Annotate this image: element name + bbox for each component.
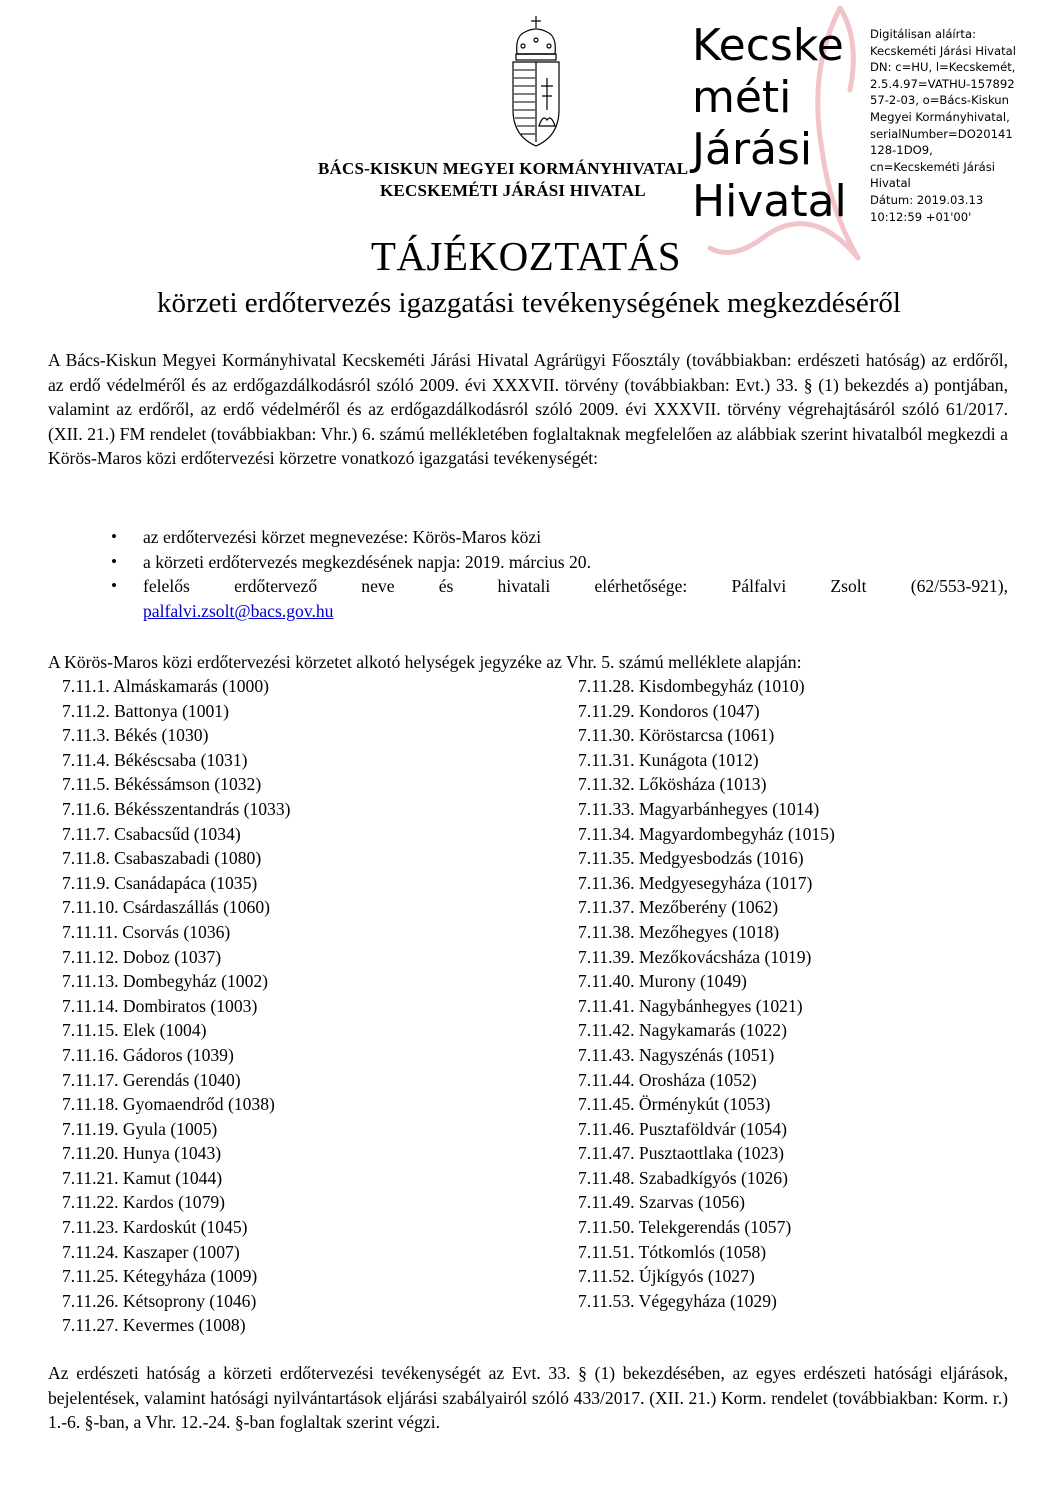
list-item: 7.11.30. Köröstarcsa (1061) [578,725,775,746]
list-item: 7.11.48. Szabadkígyós (1026) [578,1167,788,1188]
list-item: 7.11.1. Almáskamarás (1000) [62,676,270,696]
list-item: 7.11.41. Nagybánhegyes (1021) [578,995,803,1016]
signature-detail-line: Megyei Kormányhivatal, [870,109,1010,124]
list-item: 7.11.38. Mezőhegyes (1018) [578,921,780,942]
signature-detail-line: Digitálisan aláírta: [870,27,976,41]
bullet-text: az erdőtervezési körzet megnevezése: Körös-Maros közi [143,527,542,547]
localities-right-column [578,674,835,1313]
signature-name-line: Hivatal [692,176,847,227]
signature-detail-line: serialNumber=DO20141 [870,126,1013,141]
list-item: 7.11.27. Kevermes (1008) [62,1315,246,1336]
list-item: 7.11.46. Pusztaföldvár (1054) [578,1118,787,1139]
bullet-dot-icon: • [111,576,117,596]
list-item: 7.11.7. Csabacsűd (1034) [62,823,241,844]
signature-detail-line: cn=Kecskeméti Járási [870,159,995,174]
list-item: 7.11.12. Doboz (1037) [62,946,222,967]
list-item: 7.11.2. Battonya (1001) [62,700,229,721]
list-item: 7.11.16. Gádoros (1039) [62,1044,234,1065]
list-item: 7.11.10. Csárdaszállás (1060) [62,897,270,918]
list-item: 7.11.18. Gyomaendrőd (1038) [62,1094,275,1115]
list-item: 7.11.23. Kardoskút (1045) [62,1217,248,1238]
list-item: 7.11.21. Kamut (1044) [62,1167,223,1188]
list-item: 7.11.53. Végegyháza (1029) [578,1290,777,1311]
list-item: 7.11.25. Kétegyháza (1009) [62,1266,258,1287]
signature-detail-line: DN: c=HU, l=Kecskemét, [870,60,1016,75]
list-item: 7.11.37. Mezőberény (1062) [578,897,779,918]
list-item: 7.11.22. Kardos (1079) [62,1192,226,1213]
bullet-dot-icon: • [111,551,117,571]
list-item: 7.11.26. Kétsoprony (1046) [62,1290,257,1311]
list-item: 7.11.19. Gyula (1005) [62,1118,218,1139]
list-item: 7.11.51. Tótkomlós (1058) [578,1241,767,1262]
signature-name-line: Járási [692,124,813,175]
info-bullet-list [48,525,1008,623]
list-item: 7.11.24. Kaszaper (1007) [62,1241,240,1262]
list-item: 7.11.9. Csanádapáca (1035) [62,872,258,893]
list-item: 7.11.13. Dombegyház (1002) [62,971,269,992]
signature-detail-line: Kecskeméti Járási Hivatal [870,43,1017,58]
list-item: 7.11.49. Szarvas (1056) [578,1192,745,1213]
list-intro: A Körös-Maros közi erdőtervezési körzetet alkotó helységek jegyzéke az Vhr. 5. számú melléklete alapján: [48,652,802,672]
list-item: 7.11.14. Dombiratos (1003) [62,995,258,1016]
bullet-item [48,550,1008,575]
bullet-item [48,574,1008,623]
list-item: 7.11.36. Medgyesegyháza (1017) [578,872,813,893]
signature-name-line: méti [692,72,792,123]
list-item: 7.11.33. Magyarbánhegyes (1014) [578,798,820,819]
list-item: 7.11.47. Pusztaottlaka (1023) [578,1143,785,1164]
signature-name-line: Kecske [692,20,844,71]
list-item: 7.11.20. Hunya (1043) [62,1143,222,1164]
list-item: 7.11.52. Újkígyós (1027) [578,1266,755,1287]
closing-paragraph: Az erdészeti hatóság a körzeti erdőtervezési tevékenységét az Evt. 33. § (1) bekezdésében, az egyes erdészeti hatósági eljárások, bejelentések, valamint hatósági nyilvántartások eljárási szabályairól szóló 433/2017. (XII. 21.) Korm. rendelet (továbbiakban: Korm. r.) 1.-6. §-ban, a Vhr. 12.-24. §-ban foglaltak szerint végzi. [48,1363,1008,1433]
list-item: 7.11.31. Kunágota (1012) [578,749,759,770]
localities-left-column [62,674,291,1338]
intro-paragraph: A Bács-Kiskun Megyei Kormányhivatal Kecskeméti Járási Hivatal Agrárügyi Főosztály (továbbiakban: erdészeti hatóság) az erdőről, az erdő védelméről és az erdőgazdálkodásról szóló 2009. évi XXXVII. törvény (továbbiakban: Evt.) 33. § (1) bekezdés a) pontjában, valamint az erdőről, az erdő védelméről és az erdőgazdálkodásról szóló 2009. évi XXXVII. törvény végrehajtásáról szóló 61/2017. (XII. 21.) FM rendelet (továbbiakban: Vhr.) 6. számú mellékletében foglaltaknak megfelelően az alábbiak szerint hivatalból megkezdi a Körös-Maros közi erdőtervezési körzetre vonatkozó igazgatási tevékenységét: [48,350,1008,469]
list-item: 7.11.11. Csorvás (1036) [62,921,231,942]
list-item: 7.11.4. Békéscsaba (1031) [62,749,248,770]
signature-details [870,26,1050,225]
list-item: 7.11.44. Orosháza (1052) [578,1069,757,1090]
signature-detail-line: 128-1DO9, [870,143,933,158]
list-item: 7.11.8. Csabaszabadi (1080) [62,848,262,869]
signature-detail-line: Dátum: 2019.03.13 [870,192,984,207]
bullet-dot-icon: • [111,527,117,546]
list-item: 7.11.3. Békés (1030) [62,725,209,746]
list-item: 7.11.40. Murony (1049) [578,971,747,992]
list-item: 7.11.32. Lőkösháza (1013) [578,774,767,795]
list-item: 7.11.17. Gerendás (1040) [62,1069,241,1090]
document-title-text: TÁJÉKOZTATÁS [370,233,682,279]
list-item: 7.11.45. Örménykút (1053) [578,1094,771,1115]
signature-detail-line: 10:12:59 +01'00' [870,209,972,224]
signature-detail-line: 57-2-03, o=Bács-Kiskun [870,93,1010,108]
list-item: 7.11.29. Kondoros (1047) [578,700,760,721]
signature-name [692,20,862,228]
list-item: 7.11.43. Nagyszénás (1051) [578,1044,775,1065]
list-item: 7.11.42. Nagykamarás (1022) [578,1020,787,1041]
organization-line-1: BÁCS-KISKUN MEGYEI KORMÁNYHIVATAL [318,159,689,178]
hungarian-coat-of-arms-icon [505,14,567,150]
signature-detail-line: Hivatal [870,176,911,191]
organization-line-2: KECSKEMÉTI JÁRÁSI HIVATAL [380,181,646,200]
bullet-text: a körzeti erdőtervezés megkezdésének napja: 2019. március 20. [143,551,591,572]
document-subtitle: körzeti erdőtervezés igazgatási tevékenységének megkezdéséről [157,287,901,319]
signature-detail-line: 2.5.4.97=VATHU-157892 [870,76,1015,91]
list-item: 7.11.28. Kisdombegyház (1010) [578,676,805,696]
list-item: 7.11.50. Telekgerendás (1057) [578,1217,792,1238]
list-item: 7.11.35. Medgyesbodzás (1016) [578,848,804,869]
list-item: 7.11.5. Békéssámson (1032) [62,774,262,795]
email-link[interactable]: palfalvi.zsolt@bacs.gov.hu [143,600,334,621]
bullet-item [48,525,1008,550]
list-item: 7.11.34. Magyardombegyház (1015) [578,823,835,844]
document-title [0,232,1058,280]
bullet-text: felelős erdőtervező neve és hivatali elérhetősége: Pálfalvi Zsolt (62/553-921), [143,576,1008,597]
list-item: 7.11.15. Elek (1004) [62,1020,207,1041]
list-item: 7.11.39. Mezőkovácsháza (1019) [578,946,812,967]
list-item: 7.11.6. Békésszentandrás (1033) [62,798,291,819]
